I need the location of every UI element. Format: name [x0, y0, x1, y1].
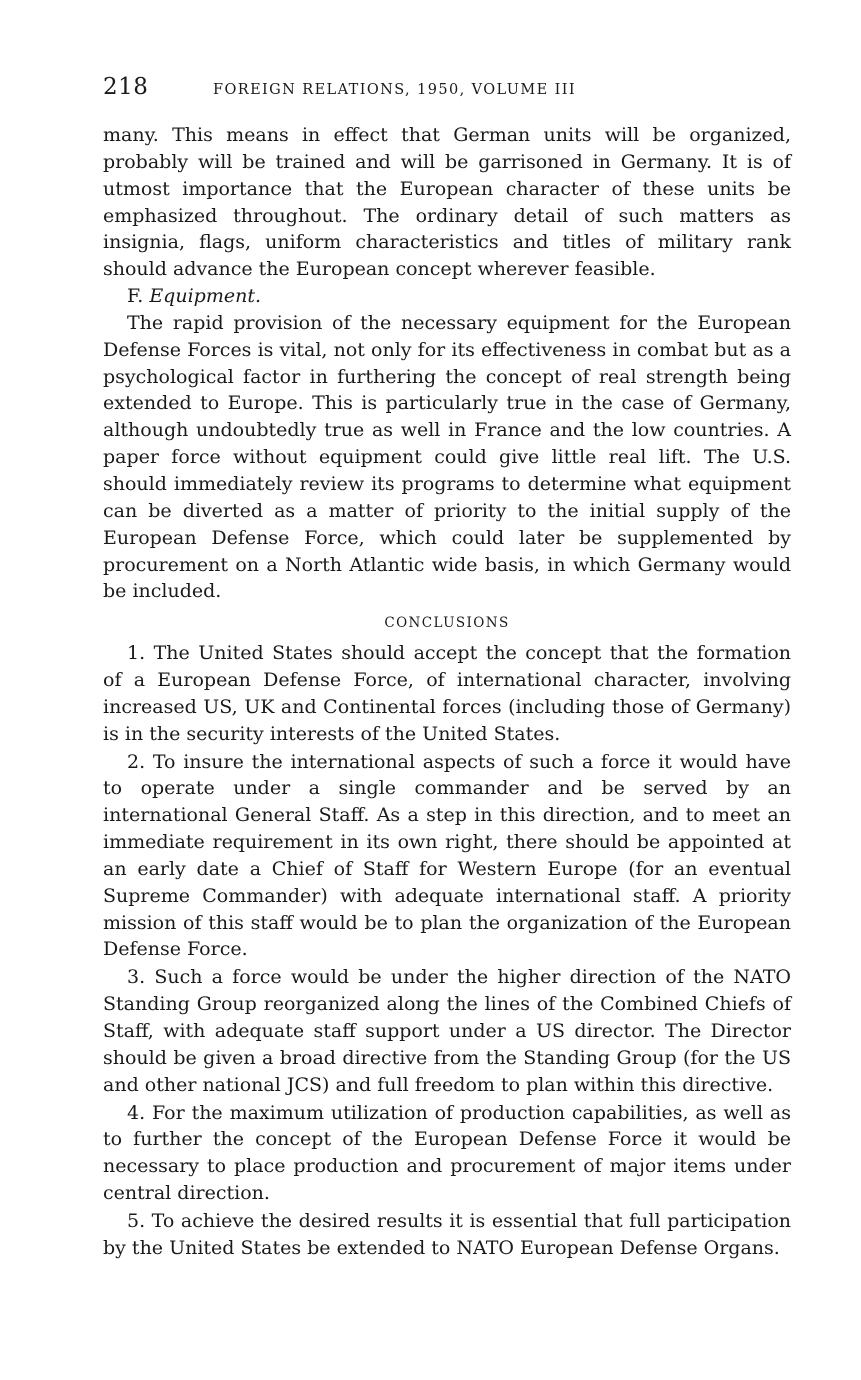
opening-paragraph: many. This means in effect that German units will be organized, probably will be trained and will be garrisoned in Germany. It is of utmost importance that the European character of these units be emphasized throughout. The ordinary detail of such matters as insignia, flags, uniform characteristics and titles of military rank should advance the European concept wherever feasible.	[103, 124, 791, 281]
running-head	[103, 74, 791, 110]
conclusions-heading: CONCLUSIONS	[384, 615, 510, 632]
conclusions-list	[103, 640, 791, 1261]
conclusion-item-2: 2. To insure the international aspects of such a force it would have to operate under a single commander and be served by an international General Staff. As a step in this direction, and to meet an immediate requirement in its own right, there should be appointed at an early date a Chief of Staff for Western Europe (for an eventual Supreme Commander) with adequate international staff. A priority mission of this staff would be to plan the organization of the European Defense Force.	[103, 750, 791, 961]
section-title: Equipment.	[149, 285, 261, 308]
document-page	[103, 74, 791, 1263]
section-heading-f	[103, 283, 791, 310]
page-number: 218	[103, 74, 149, 100]
conclusion-item-4: 4. For the maximum utilization of production capabilities, as well as to further the concept of the European Defense Force it would be necessary to place production and procurement of major items under central direction.	[103, 1101, 791, 1205]
running-title: FOREIGN RELATIONS, 1950, VOLUME III	[213, 82, 576, 98]
conclusion-item-5: 5. To achieve the desired results it is essential that full participation by the United States be extended to NATO European Defense Organs.	[103, 1209, 791, 1259]
conclusion-item-3: 3. Such a force would be under the higher direction of the NATO Standing Group reorganized along the lines of the Combined Chiefs of Staff, with adequate staff support under a US director. The Director should be given a broad directive from the Standing Group (for the US and other national JCS) and full freedom to plan within this directive.	[103, 966, 791, 1096]
section-letter: F.	[127, 285, 144, 308]
equipment-paragraph: The rapid provision of the necessary equipment for the European Defense Forces is vital, not only for its effectiveness in combat but as a psychological factor in furthering the concept of real strength being extended to Europe. This is particularly true in the case of Germany, although undoubtedly true as well in France and the low countries. A paper force without equipment could give little real lift. The U.S. should immediately review its programs to determine what equipment can be diverted as a matter of priority to the initial supply of the European Defense Force, which could later be supplemented by procurement on a North Atlantic wide basis, in which Germany would be included.	[103, 311, 791, 603]
body-text	[103, 122, 791, 1262]
conclusion-item-1: 1. The United States should accept the concept that the formation of a European Defense Force, of international character, involving increased US, UK and Continental forces (including those of Germany) is in the security interests of the United States.	[103, 642, 791, 745]
